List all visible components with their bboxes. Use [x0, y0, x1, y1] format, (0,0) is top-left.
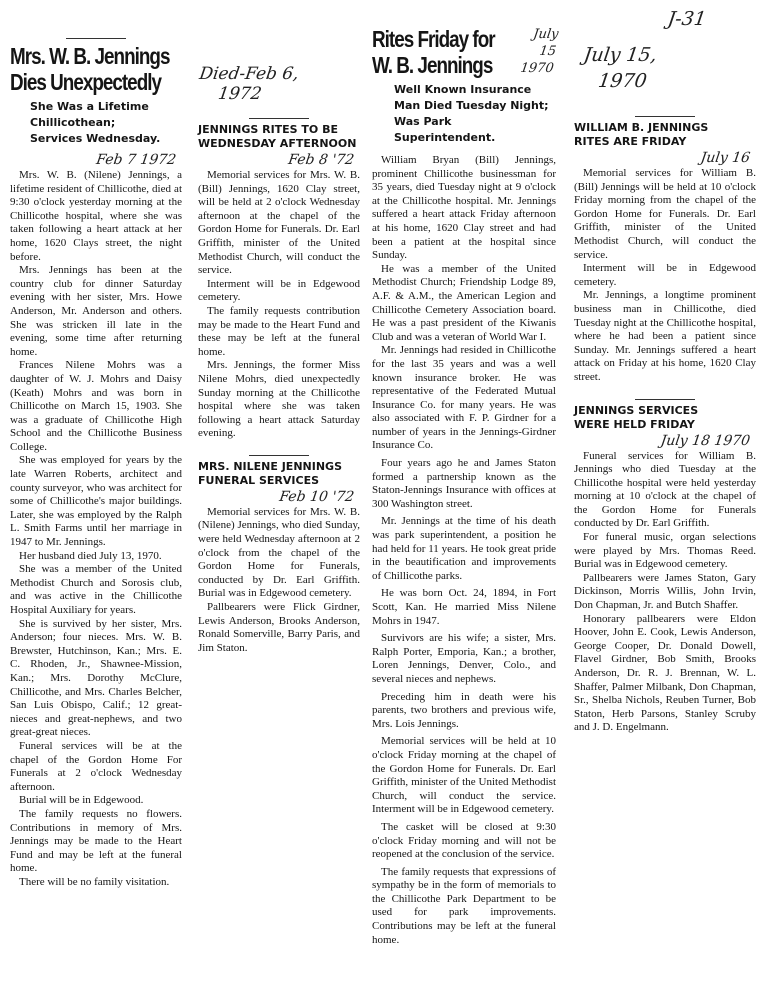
- file-number-note: J-31: [666, 8, 708, 30]
- headline: WILLIAM B. JENNINGS RITES ARE FRIDAY: [574, 121, 709, 148]
- paragraph: Mrs. W. B. (Nilene) Jennings, a lifetime resident of Chillicothe, died at 9:30 o'clock yesterday morning at the Chillicothe hospital, where she was taken following a heart attack at her home, 1620 Clays street, the night before.: [10, 169, 182, 263]
- divider: [635, 116, 695, 117]
- headline: Mrs. W. B. Jennings Dies Unexpectedly: [10, 43, 170, 95]
- handwritten-date: Feb 10 '72: [278, 488, 356, 505]
- article-nilene-funeral: [198, 455, 360, 656]
- subhead: Well Known Insurance Man Died Tuesday Night; Was Park Superintendent.: [394, 83, 549, 144]
- paragraph: Memorial services for Mrs. W. B. (Bill) Jennings, 1620 Clay street, will be held at 2 o'clock Wednesday afternoon at the chapel of the Gordon Home for Funerals. Dr. Earl Griffith, minister of the United Methodist Church, will conduct the service.: [198, 169, 360, 277]
- article-body: [10, 169, 182, 889]
- paragraph: Four years ago he and James Staton formed a partnership known as the Staton-Jennings Insurance with offices at 300 Washington street.: [372, 457, 556, 510]
- headline: MRS. NILENE JENNINGS FUNERAL SERVICES: [198, 459, 342, 487]
- handwritten-date: Feb 8 '72: [287, 152, 356, 168]
- paragraph: She is survived by her sister, Mrs. Anderson; four nieces. Mrs. W. B. Brewster, Hutchinson, Kan.; Mrs. E. C. Rhoden, Jr., Shawnee-Mission, Kan.; Mrs. Dorothy McClure, Chillicothe, and Mrs. Charles Belcher, San Luis Obispo, Calif.; 12 great-nieces and great-nephews, and two great-great nieces.: [10, 617, 182, 739]
- paragraph: He was a member of the United Methodist Church; Friendship Lodge 89, A.F. & A.M., the American Legion and Chillicothe Cemetery Association board. He was a past president of the Kiwanis Club and was a veteran of World War I.: [372, 262, 556, 343]
- column-4: [574, 0, 756, 749]
- paragraph: Memorial services for William B. (Bill) Jennings will be held at 10 o'clock Friday morning from the chapel of the Gordon Home for Funerals. Dr. Earl Griffith, minister of the United Methodist Church, will conduct the service.: [574, 167, 756, 261]
- handwritten-date: July 15 1970: [515, 27, 560, 76]
- paragraph: The family requests that expressions of sympathy be in the form of memorials to the Chillicothe Park Department to be used for park improvements. Contributions may be left at the funeral home.: [372, 865, 556, 946]
- column-1: [10, 0, 182, 903]
- paragraph: Interment will be in Edgewood cemetery.: [198, 277, 360, 304]
- paragraph: The casket will be closed at 9:30 o'clock Friday morning and will not be reopened at the conclusion of the service.: [372, 820, 556, 861]
- divider: [249, 455, 309, 456]
- paragraph: Survivors are his wife; a sister, Mrs. Ralph Porter, Emporia, Kan.; a brother, Loren Jennings, Denver, Colo., and several nieces and nephews.: [372, 632, 556, 685]
- paragraph: There will be no family visitation.: [19, 875, 170, 888]
- article-body: [198, 506, 360, 656]
- headline-row: [372, 26, 560, 78]
- paragraph: Mrs. Jennings, the former Miss Nilene Mohrs, died unexpectedly Sunday morning at the Chillicothe hospital where she was taken following a heart attack Saturday evening.: [198, 359, 360, 440]
- article-mrs-jennings-dies: [10, 38, 182, 889]
- paragraph: William Bryan (Bill) Jennings, prominent Chillicothe businessman for 35 years, died Tuesday night at 9 o'clock at the Chillicothe hospital. Mr. Jennings suffered a heart attack Friday afternoon at his home, 1620 Clay street and had been a patient at the hospital since Sunday.: [372, 154, 556, 262]
- paragraph: Her husband died July 13, 1970.: [19, 549, 162, 562]
- july-date-note: July 15, 1970: [578, 44, 659, 92]
- paragraph: Pallbearers were James Staton, Gary Dickinson, Morris Willis, John Irvin, Don Chapman, Jr. and Butch Shaffer.: [574, 571, 756, 612]
- divider: [249, 118, 309, 119]
- article-william-rites-friday: [574, 116, 756, 385]
- headline: Rites Friday for W. B. Jennings: [372, 26, 495, 78]
- handwritten-date: July 16: [699, 150, 752, 166]
- paragraph: For funeral music, organ selections were played by Mrs. Thomas Reed. Burial was in Edgewood cemetery.: [574, 531, 756, 571]
- article-body: [574, 450, 756, 735]
- paragraph: She was employed for years by the late Warren Roberts, architect and county surveyor, who was architect for some of Chillicothe's major buildings. Later, she was employed by the Ralph L. Smith Farms until her marriage in 1947 to Mr. Jennings.: [10, 454, 182, 549]
- paragraph: She was a member of the United Methodist Church and Sorosis club, and was active in the Chillicothe Hospital Auxiliary for years.: [10, 563, 182, 616]
- paragraph: Preceding him in death were his parents, two brothers and previous wife, Mrs. Lois Jennings.: [372, 690, 556, 730]
- divider: [635, 399, 695, 400]
- paragraph: Honorary pallbearers were Eldon Hoover, John E. Cook, Lewis Anderson, George Cooper, Dr. Donald Dowell, Flavel Girdner, Bob Smith, Brooks Anderson, Dr. R. J. Brennan, W. L. Shaffer, Palmer Milbank, Don Chapman, Sr., Shelba Nichols, Reuben Turner, Bob Staton, Herb Parsons, Stanley Scruby and J. D. Engelmann.: [574, 612, 756, 734]
- paragraph: Mr. Jennings had resided in Chillicothe for the last 35 years and was a well known insurance broker. He was representative of the Federated Mutual Insurance Co. for many years. He was also associated with F. P. Girdner for a number of years in the Jennings-Girdner Insurance Co.: [372, 344, 556, 452]
- paragraph: Memorial services will be held at 10 o'clock Friday morning at the chapel of the Gordon Home for Funerals. Dr. Earl Griffith, minister of the United Methodist Church, will conduct the service. Interment will be in Edgewood cemetery.: [372, 735, 556, 816]
- paragraph: Mr. Jennings, a longtime prominent business man in Chillicothe, died Tuesday night at the Chillicothe hospital, where he had been a patient since Sunday. Mr. Jennings suffered a heart attack on Friday at his home, 1620 Clay street.: [574, 289, 756, 383]
- paragraph: Interment will be in Edgewood cemetery.: [574, 262, 756, 288]
- subhead: She Was a Lifetime Chillicothean; Services Wednesday.: [30, 100, 161, 145]
- paragraph: He was born Oct. 24, 1894, in Fort Scott, Kan. He married Miss Nilene Mohrs in 1947.: [372, 587, 556, 627]
- paragraph: Funeral services will be at the chapel of the Gordon Home For Funerals at 2 o'clock Wednesday afternoon.: [10, 739, 182, 793]
- article-rites-wednesday: [198, 118, 360, 441]
- paragraph: Funeral services for William B. Jennings who died Tuesday at the Chillicothe hospital were held yesterday morning at 10 o'clock at the chapel of the Gordon Home for Funerals conducted by Dr. Earl Griffith.: [574, 449, 756, 530]
- paragraph: Memorial services for Mrs. W. B. (Nilene) Jennings, who died Sunday, were held Wednesday afternoon at 2 o'clock from the chapel of the Gordon Home for Funerals, conducted by Dr. Earl Griffith. Burial was in Edgewood cemetery.: [198, 505, 360, 600]
- paragraph: Mr. Jennings at the time of his death was park superintendent, a position he had held for 11 years. He took great pride in the beautification and improvements of Chillicothe parks.: [372, 515, 556, 582]
- paragraph: The family requests contribution may be made to the Heart Fund and these may be left at the funeral home.: [198, 304, 360, 358]
- article-body: [198, 169, 360, 441]
- column-3: [372, 0, 560, 961]
- headline: JENNINGS RITES TO BE WEDNESDAY AFTERNOON: [198, 123, 357, 150]
- paragraph: Pallbearers were Flick Girdner, Lewis Anderson, Brooks Anderson, Ronald Somerville, Barry Paris, and Jim Staton.: [198, 601, 360, 654]
- died-date-note: Died-Feb 6, 1972: [195, 64, 300, 104]
- article-rites-friday-wb: [372, 26, 560, 947]
- article-services-held-friday: [574, 399, 756, 735]
- headline: JENNINGS SERVICES WERE HELD FRIDAY: [574, 403, 699, 431]
- handwritten-date: Feb 7 1972: [95, 152, 178, 168]
- handwritten-date: July 18 1970: [659, 432, 752, 449]
- column-2: [195, 0, 360, 669]
- article-body: [372, 154, 556, 947]
- paragraph: Burial will be in Edgewood.: [19, 794, 144, 807]
- article-body: [574, 167, 756, 385]
- paragraph: Mrs. Jennings has been at the country club for dinner Saturday evening with her sister, Mrs. Howe Anderson, Mr. Anderson and others. She was stricken ill late in the evening, some time after returning home.: [10, 264, 182, 358]
- paragraph: The family requests no flowers. Contributions in memory of Mrs. Jennings may be made to the Heart Fund and may be left at the funeral home.: [10, 807, 182, 875]
- paragraph: Frances Nilene Mohrs was a daughter of W. J. Mohrs and Daisy (Keath) Mohrs and was born in Chillicothe on March 15, 1903. She was a graduate of Chillicothe High School and the Chillicothe Business College.: [10, 359, 182, 453]
- divider: [66, 38, 126, 39]
